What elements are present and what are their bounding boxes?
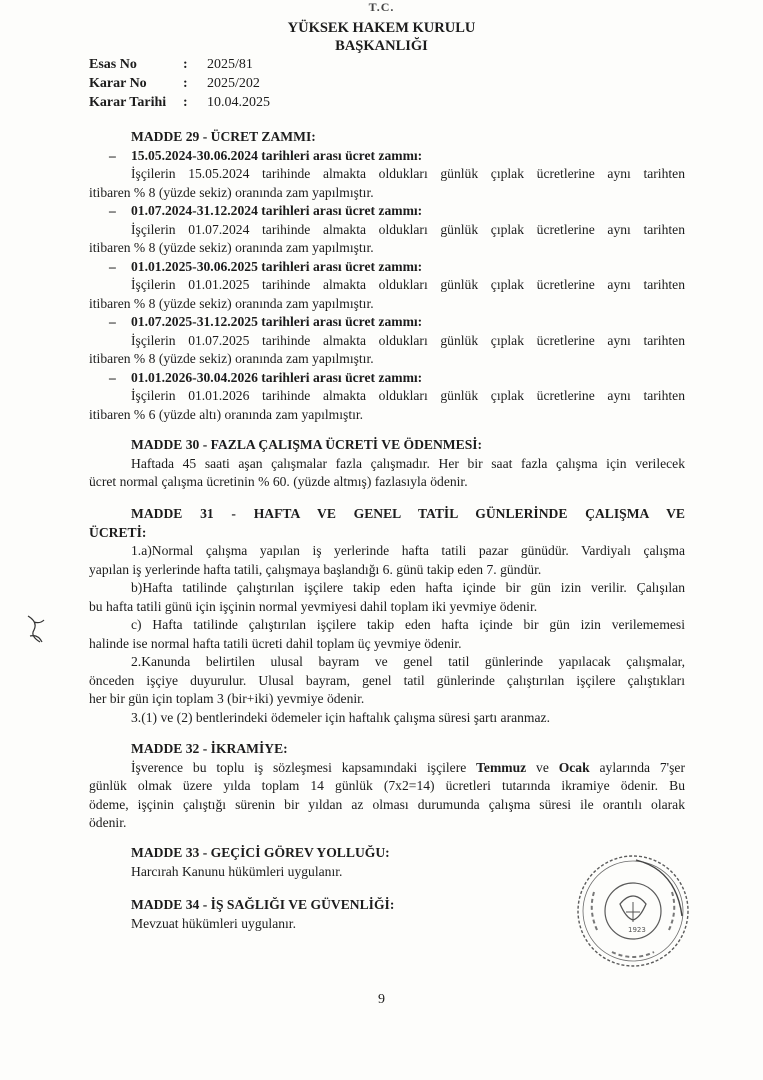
bonus-text-line: ödeme, işçinin çalıştığı sürenin bir yıldan az olması durumunda çalışma süresi ile orantılı olarak [89,796,685,812]
article-31-title: MADDE 31 - HAFTA VE GENEL TATİL GÜNLERİNDE ÇALIŞMA VE [131,506,685,521]
holiday-text-line: 2.Kanunda belirtilen ulusal bayram ve genel tatil günlerinde yapılacak çalışmalar, [131,654,685,669]
dash-bullet: – [109,258,116,274]
raise-text-line: İşçilerin 01.01.2026 tarihinde almakta oldukları günlük çıplak ücretlerine aynı tarihten [131,388,685,403]
meta-row-karar [89,74,270,93]
holiday-text-line: önceden işçiye duyurulur. Ulusal bayram, genel tatil günlerinde çalıştırılan işçilere çalıştıkları [89,672,685,688]
header-top-cut: T.C. [368,2,395,14]
raise-period-head: 01.01.2026-30.04.2026 tarihleri arası ücret zammı: [131,369,423,385]
article-32-title: MADDE 32 - İKRAMİYE: [131,741,288,756]
raise-text-line: itibaren % 6 (yüzde altı) oranında zam yapılmıştır. [89,406,364,422]
travel-allowance-text: Harcırah Kanunu hükümleri uygulanır. [131,863,343,879]
header-institution: YÜKSEK HAKEM KURULU [287,20,476,36]
raise-period-5 [89,369,685,388]
raise-text-line: İşçilerin 15.05.2024 tarihinde almakta oldukları günlük çıplak ücretlerine aynı tarihten [131,166,685,181]
raise-text-line: İşçilerin 01.07.2025 tarihinde almakta oldukları günlük çıplak ücretlerine aynı tarihten [131,332,685,348]
raise-text-line: itibaren % 8 (yüzde sekiz) oranında zam yapılmıştır. [89,295,374,311]
raise-period-head: 01.01.2025-30.06.2025 tarihleri arası ücret zammı: [131,258,423,274]
meta-label: Karar Tarihi [89,95,167,110]
raise-text-line: itibaren % 8 (yüzde sekiz) oranında zam yapılmıştır. [89,240,374,255]
initials-mark-icon [24,612,48,648]
raise-text-line: itibaren % 8 (yüzde sekiz) oranında zam yapılmıştır. [89,184,374,200]
article-29 [89,128,685,424]
article-33-title: MADDE 33 - GEÇİCİ GÖREV YOLLUĞU: [131,845,390,860]
overtime-text-line: Haftada 45 saati aşan çalışmalar fazla çalışmadır. Her bir saat fazla çalışma için verilecek [131,455,685,471]
bonus-text-mid: ve [526,759,559,775]
holiday-text-line: bu hafta tatili günü için işçinin normal yevmiyesi dahil toplam iki yevmiye ödenir. [89,598,538,614]
holiday-text-line: b)Hafta tatilinde çalıştırılan işçilere takip eden hafta içinde bir gün izin verilir. Çalışılan [131,580,685,595]
raise-period-head: 01.07.2024-31.12.2024 tarihleri arası ücret zammı: [131,203,423,218]
raise-text-line: itibaren % 8 (yüzde sekiz) oranında zam yapılmıştır. [89,351,374,366]
bonus-text-post: aylarında 7'şer [589,759,685,775]
raise-period-2 [89,202,685,221]
raise-period-1 [89,147,685,166]
raise-period-4 [89,313,685,332]
meta-value: 10.04.2025 [207,95,270,110]
holiday-text-line: c) Hafta tatilinde çalıştırılan işçilere takip eden hafta içinde bir gün izin verilememesi [131,617,685,632]
page-number: 9 [378,992,385,1007]
holiday-text-line: her bir gün için toplam 3 (bir+iki) yevmiye ödenir. [89,691,365,706]
official-seal-icon [574,852,692,970]
holiday-text-line: 3.(1) ve (2) bentlerindeki ödemeler için haftalık çalışma süresi şartı aranmaz. [131,709,550,725]
raise-text-line: İşçilerin 01.01.2025 tarihinde almakta oldukları günlük çıplak ücretlerine aynı tarihten [131,277,685,292]
article-30-title: MADDE 30 - FAZLA ÇALIŞMA ÜCRETİ VE ÖDENMESİ: [131,437,483,452]
bonus-text-line [89,759,685,778]
raise-period-head: 15.05.2024-30.06.2024 tarihleri arası ücret zammı: [131,147,423,163]
meta-row-tarih [89,93,270,112]
safety-text: Mevzuat hükümleri uygulanır. [131,915,296,931]
article-32 [89,740,685,833]
dash-bullet: – [109,147,116,163]
article-34-title: MADDE 34 - İŞ SAĞLIĞI VE GÜVENLİĞİ: [131,897,395,912]
bonus-text-pre: İşverence bu toplu iş sözleşmesi kapsamındaki işçilere [131,759,477,775]
dash-bullet: – [109,314,116,329]
article-31 [89,505,685,727]
bonus-text-line: günlük olmak üzere yılda toplam 14 günlük (7x2=14) ücretleri tutarında ikramiye ödenir. Bu [89,778,685,793]
raise-text-line: İşçilerin 01.07.2024 tarihinde almakta oldukları günlük çıplak ücretlerine aynı tarihten [131,221,685,237]
meta-label: Karar No [89,76,147,91]
header-department: BAŞKANLIĞI [335,38,428,54]
raise-period-3 [89,258,685,277]
dash-bullet: – [109,203,116,218]
overtime-text-line: ücret normal çalışma ücretinin % 60. (yüzde altmış) fazlasıyla ödenir. [89,474,468,489]
meta-value: 2025/202 [207,76,260,91]
holiday-text-line: halinde ise normal hafta tatili ücreti dahil toplam üç yevmiye ödenir. [89,635,462,651]
meta-label: Esas No [89,57,137,72]
article-30 [89,436,685,492]
meta-sep: : [183,57,188,72]
bonus-month-january: Ocak [558,759,590,775]
case-meta [89,55,270,112]
meta-sep: : [183,76,188,91]
bonus-month-july: Temmuz [476,759,527,775]
bonus-text-line: ödenir. [89,815,127,830]
svg-text:1923: 1923 [628,926,646,934]
raise-period-head: 01.07.2025-31.12.2025 tarihleri arası ücret zammı: [131,314,423,329]
dash-bullet: – [109,369,116,385]
article-31-title-cont: ÜCRETİ: [89,524,147,540]
holiday-text-line: yapılan iş yerlerinde hafta tatili, çalışmaya başlandığı 6. günü takip eden 7. gündür. [89,561,542,577]
article-29-title: MADDE 29 - ÜCRET ZAMMI: [131,129,316,144]
meta-row-esas [89,55,270,74]
holiday-text-line: 1.a)Normal çalışma yapılan iş yerlerinde hafta tatili pazar günüdür. Vardiyalı çalışma [131,543,685,558]
meta-sep: : [183,95,188,110]
meta-value: 2025/81 [207,57,253,72]
